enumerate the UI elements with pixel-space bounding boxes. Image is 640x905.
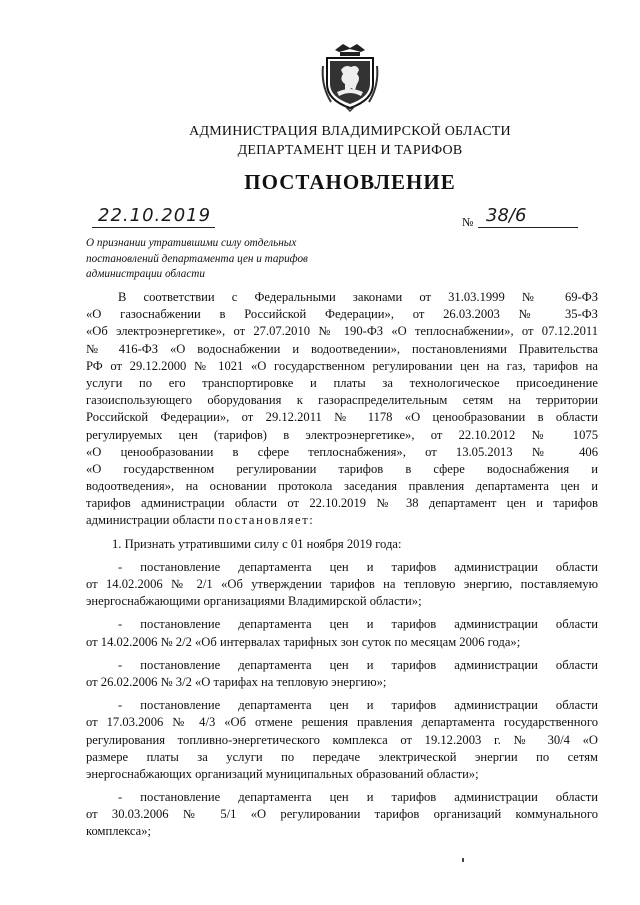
preamble-final-line	[86, 512, 598, 529]
list-item	[86, 789, 598, 841]
list-item-line: - постановление департамента цен и тарифов администрации области	[118, 559, 598, 574]
list-item-line: регулирования топливно-энергетического комплекса от 19.12.2003 г. № 30/4 «О	[86, 732, 598, 747]
subject-line: постановлений департамента цен и тарифов	[86, 252, 308, 265]
preamble-line: РФ от 29.12.2000 № 1021 «О государственном регулировании цен на газ, тарифов на	[86, 358, 598, 373]
list-item	[86, 559, 598, 611]
document-body	[86, 289, 598, 841]
handwritten-number: 38/6	[478, 205, 578, 228]
preamble-line: «О государственном регулировании тарифов в сфере водоснабжения и	[86, 461, 598, 476]
coat-of-arms-emblem	[321, 40, 379, 112]
list-item-line: - постановление департамента цен и тарифов администрации области	[118, 617, 598, 632]
list-item-line: - постановление департамента цен и тарифов администрации области	[118, 698, 598, 713]
preamble-line: «Об электроэнергетике», от 27.07.2010 № 190-ФЗ «О теплоснабжении», от 07.12.2011	[86, 324, 598, 339]
list-item-line: - постановление департамента цен и тарифов администрации области	[118, 657, 598, 672]
preamble-line: газоиспользующего оборудования к газораспределительным сетям на территории	[86, 393, 598, 408]
handwritten-date: 22.10.2019	[92, 205, 215, 228]
list-item-line: от 14.02.2006 № 2/2 «Об интервалах тарифных зон суток по месяцам 2006 года»;	[86, 634, 521, 649]
subject-line: О признании утратившими силу отдельных	[86, 237, 297, 249]
list-item	[86, 657, 598, 691]
list-item-line: от 26.02.2006 № 3/2 «О тарифах на тепловую энергию»;	[86, 674, 387, 689]
list-item-line: от 30.03.2006 № 5/1 «О регулировании тарифов организаций коммунального	[86, 807, 598, 822]
preamble-line: № 416-ФЗ «О водоснабжении и водоотведении», постановлениями Правительства	[86, 341, 598, 356]
clause-1: 1. Признать утратившими силу с 01 ноября 2019 года:	[112, 536, 402, 551]
preamble-line: водоотведения», на основании протокола заседания правления департамента цен и	[86, 479, 598, 494]
list-item-line: энергоснабжающих организаций муниципальных образований области»;	[86, 766, 479, 781]
list-item	[86, 697, 598, 783]
list-item-line: - постановление департамента цен и тарифов администрации области	[118, 790, 598, 805]
preamble-line: «О газоснабжении в Российской Федерации», от 26.03.2003 № 35-ФЗ	[86, 307, 598, 322]
list-item-line: энергоснабжающими организациями Владимирской области»;	[86, 594, 422, 609]
department-name: ДЕПАРТАМЕНТ ЦЕН И ТАРИФОВ	[237, 143, 463, 158]
document-title: ПОСТАНОВЛЕНИЕ	[244, 170, 456, 194]
resolves-word: постановляет:	[217, 513, 315, 528]
list-item-line: размере платы за услуги по передаче электрической энергии по сетям	[86, 749, 598, 764]
scan-speck	[462, 858, 464, 862]
document-subject	[86, 236, 356, 283]
preamble-line: регулируемых цен (тарифов) в электроэнергетике», от 22.10.2012 № 1075	[86, 427, 598, 442]
number-label: №	[462, 215, 474, 229]
list-item-line: от 17.03.2006 № 4/3 «Об отмене решения правления департамента государственного	[86, 715, 598, 730]
preamble-line: В соответствии с Федеральными законами от 31.03.1999 № 69-ФЗ	[118, 290, 598, 304]
preamble-line: «О ценообразовании в сфере теплоснабжения», от 13.05.2013 № 406	[86, 444, 598, 459]
list-item-line: от 14.02.2006 № 2/1 «Об утверждении тарифов на тепловую энергию, поставляемую	[86, 577, 598, 591]
preamble-paragraph	[86, 289, 598, 530]
list-item-line: комплекса»;	[86, 824, 152, 839]
preamble-final-text: администрации области	[86, 513, 218, 528]
preamble-line: Российской Федерации», от 29.12.2011 № 1178 «О ценообразовании в области	[86, 410, 598, 425]
list-item	[86, 616, 598, 650]
subject-line: администрации области	[86, 268, 205, 280]
preamble-line: тарифов администрации области от 22.10.2019 № 38 департамент цен и тарифов	[86, 496, 598, 511]
organization-name: АДМИНИСТРАЦИЯ ВЛАДИМИРСКОЙ ОБЛАСТИ	[189, 124, 511, 139]
preamble-line: услуги по его транспортировке и платы за технологическое присоединение	[86, 375, 598, 390]
